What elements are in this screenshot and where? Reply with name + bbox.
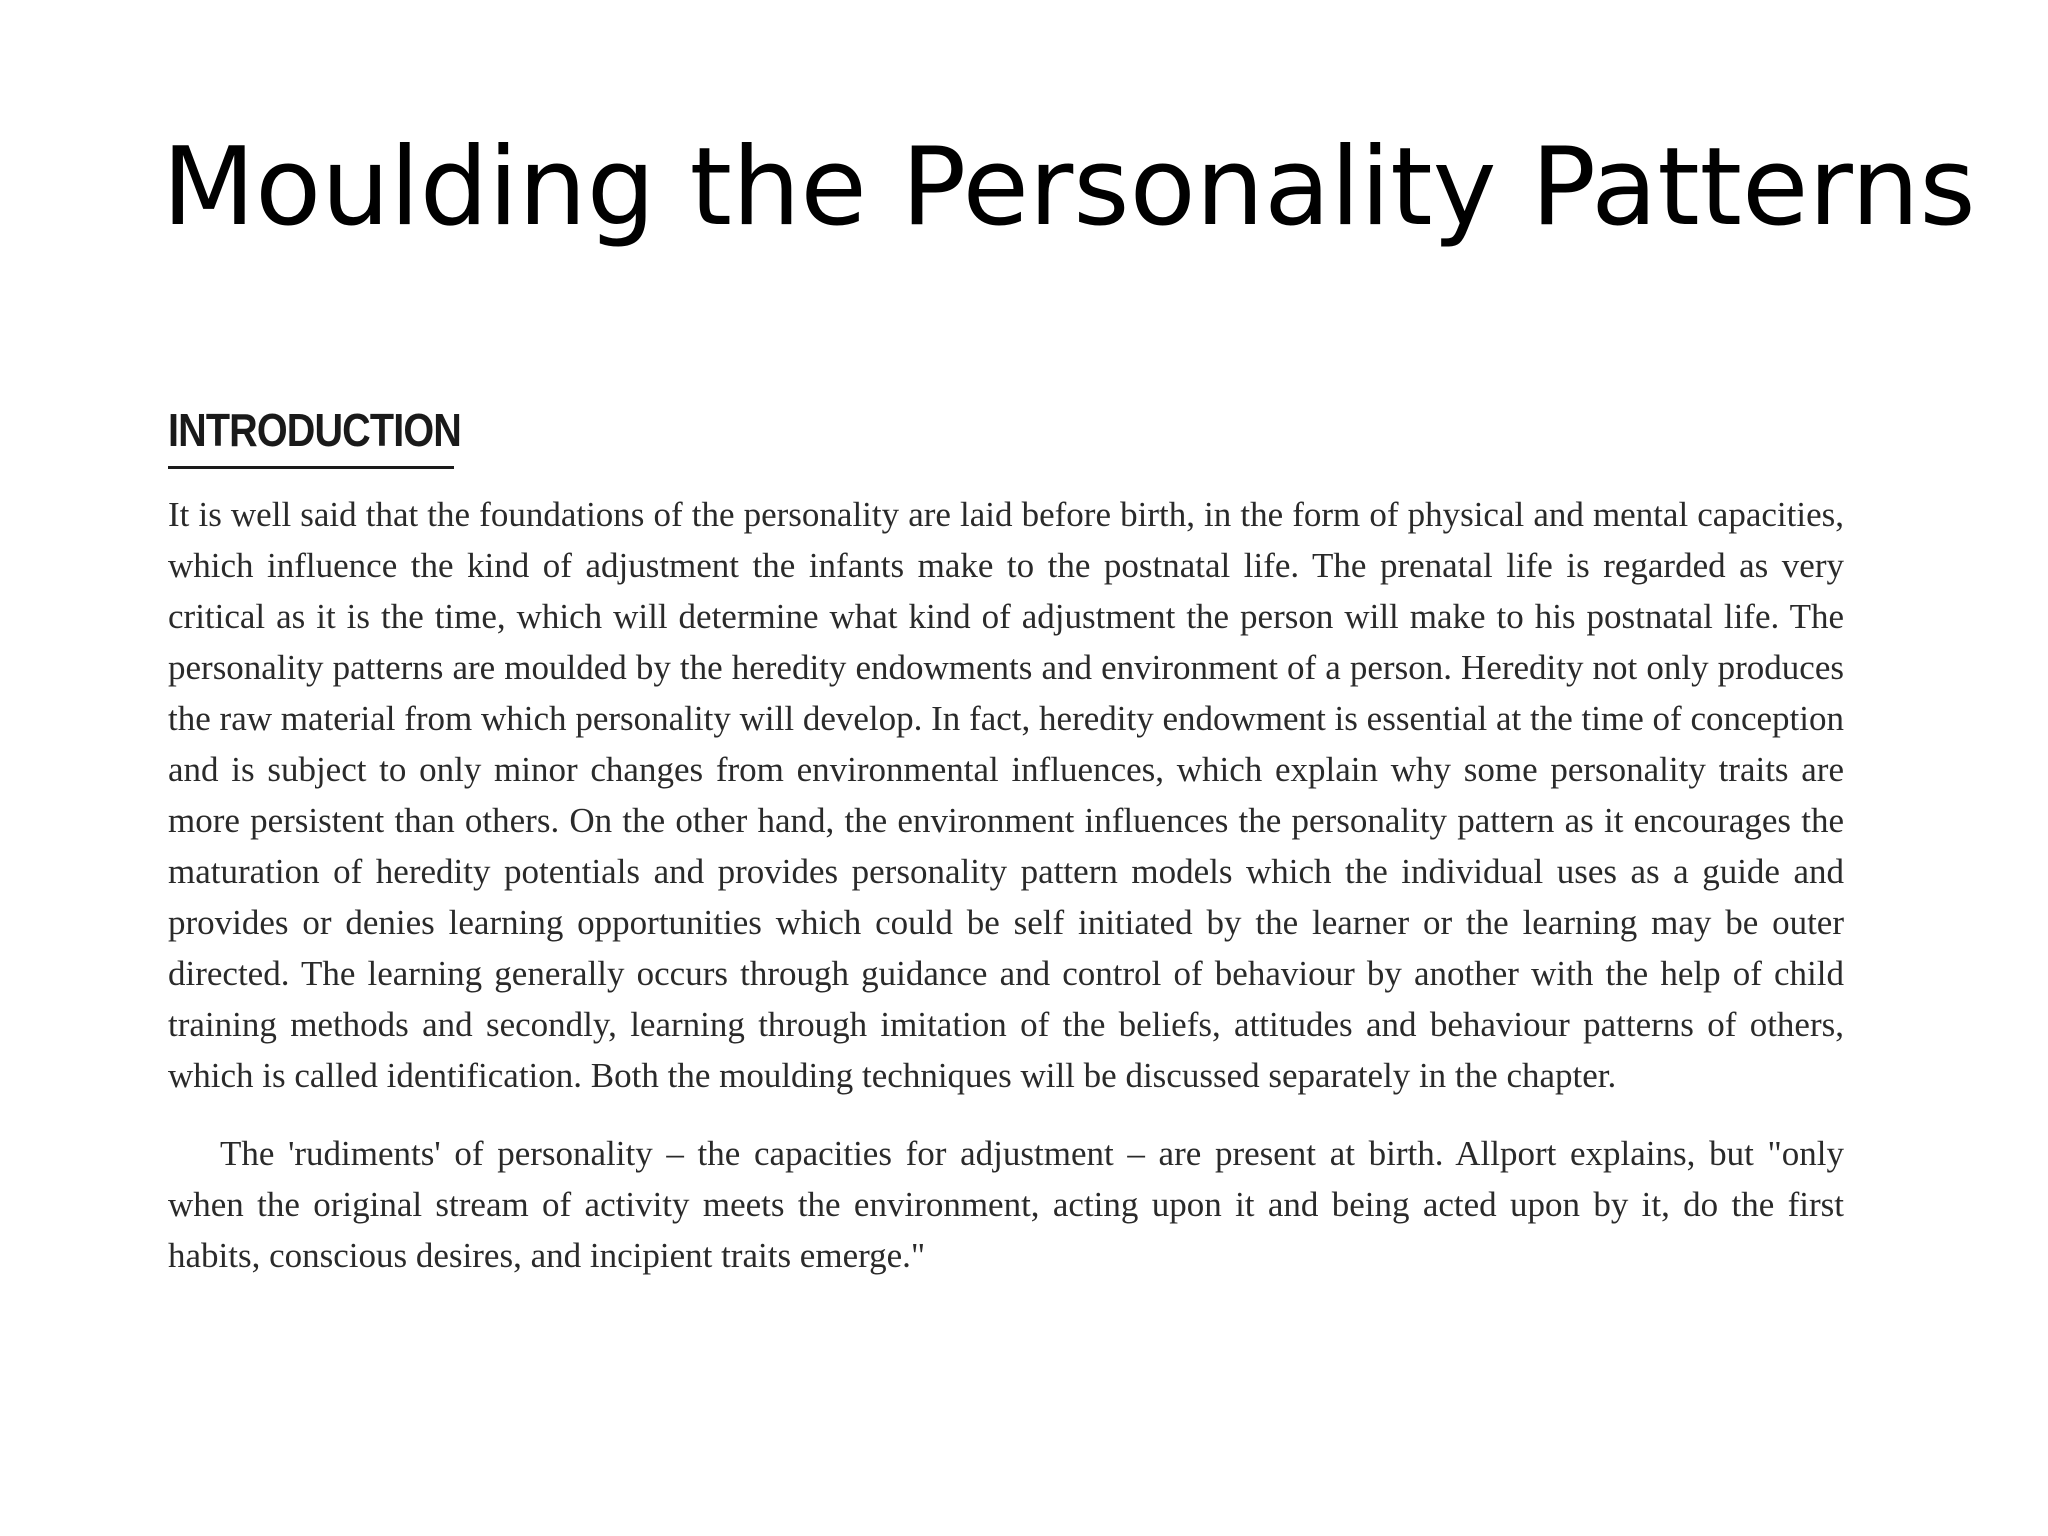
slide-title: Moulding the Personality Patterns	[162, 125, 1976, 250]
section-heading: INTRODUCTION	[168, 404, 461, 456]
paragraph-2: The 'rudiments' of personality – the capacities for adjustment – are present at birth. Allport explains, but "only when the original stream of activity meets the environment, acting upon it and being acted upon by it, do the first habits, conscious desires, and incipient traits emerge."	[168, 1134, 1844, 1275]
book-excerpt	[168, 402, 1844, 1281]
heading-underline	[168, 466, 454, 469]
paragraph-1: It is well said that the foundations of the personality are laid before birth, in the form of physical and mental capacities, which influence the kind of adjustment the infants make to the postnatal life. The prenatal life is regarded as very critical as it is the time, which will determine what kind of adjustment the person will make to his postnatal life. The personality patterns are moulded by the heredity endowments and environment of a person. Heredity not only produces the raw material from which personality will develop. In fact, heredity endowment is essential at the time of conception and is subject to only minor changes from environmental influences, which explain why some personality traits are more persistent than others. On the other hand, the environment influences the personality pattern as it encourages the maturation of heredity potentials and provides personality pattern models which the individual uses as a guide and provides or denies learning opportunities which could be self initiated by the learner or the learning may be outer directed. The learning generally occurs through guidance and control of behaviour by another with the help of child training methods and secondly, learning through imitation of the beliefs, attitudes and behaviour patterns of others, which is called identification. Both the moulding techniques will be discussed separately in the chapter.	[168, 495, 1844, 1095]
